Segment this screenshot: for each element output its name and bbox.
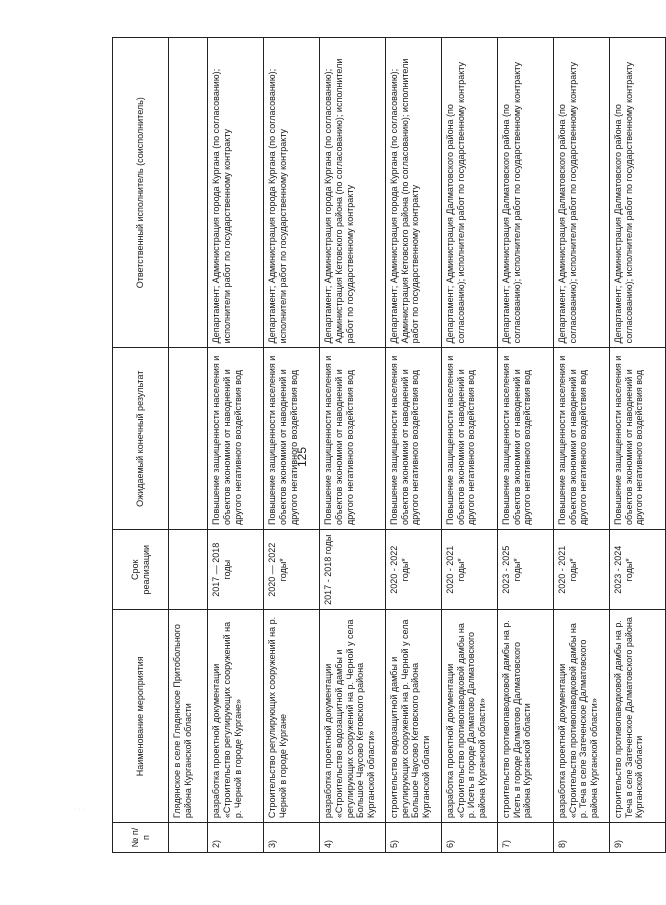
cell-name: строительство противопаводковой дамбы на р. Исеть в городе Далматово Далматовского района Курганской области	[498, 610, 554, 823]
cell-result	[169, 348, 208, 530]
cell-name: разработка проектной документации «Строительство противопаводковой дамбы на р. Исеть в городе Далматово Далматовского района Курганской области»	[442, 610, 498, 823]
header-name: Наименование мероприятия	[113, 610, 169, 823]
cell-num: 7)	[498, 823, 554, 853]
cell-executor: Департамент; Администрация города Кургана (по согласованию); исполнители работ по государственному контракту	[264, 38, 320, 348]
cell-num: 6)	[442, 823, 498, 853]
cell-name: строительство водозащитной дамбы и регулирующих сооружений на р. Черной у села Большое Чаусово Кетовского района Курганской области	[386, 610, 442, 823]
page-number: 125	[295, 446, 310, 468]
cell-term: 2020 - 2021 годы*	[442, 530, 498, 610]
table-row	[320, 38, 386, 853]
header-term: Срок реализации	[113, 530, 169, 610]
rotated-table-wrapper	[112, 37, 666, 853]
table-row	[386, 38, 442, 853]
cell-num: 8)	[554, 823, 610, 853]
cell-num: 3)	[264, 823, 320, 853]
cell-result: Повышение защищенности населения и объектов экономики от наводнений и другого негативного воздействия вод	[498, 348, 554, 530]
cell-num: 2)	[208, 823, 264, 853]
cell-result: Повышение защищенности населения и объектов экономики от наводнений и другого негативного воздействия вод	[320, 348, 386, 530]
table-row	[498, 38, 554, 853]
table-row	[264, 38, 320, 853]
cell-term: 2017 — 2018 годы	[208, 530, 264, 610]
cell-result: Повышение защищенности населения и объектов экономики от наводнений и другого негативного воздействия вод	[609, 348, 665, 530]
header-result: Ожидаемый конечный результат	[113, 348, 169, 530]
cell-result: Повышение защищенности населения и объектов экономики от наводнений и другого негативного воздействия вод	[264, 348, 320, 530]
table-row-continuation	[169, 38, 208, 853]
cell-executor: Департамент; Администрация города Кургана (по согласованию); Администрация Кетовского района (по согласованию); исполнители работ по государственному контракту	[320, 38, 386, 348]
cell-executor: Департамент; Администрация Далматовского района (по согласованию); исполнители работ по государственному контракту	[442, 38, 498, 348]
cell-result: Повышение защищенности населения и объектов экономики от наводнений и другого негативного воздействия вод	[208, 348, 264, 530]
measures-table	[112, 37, 666, 853]
cell-name: строительство противопаводковой дамбы на р. Теча в селе Затеченское Далматовского района Курганской области	[609, 610, 665, 823]
cell-num: 9)	[609, 823, 665, 853]
cell-num	[169, 823, 208, 853]
table-header-row	[113, 38, 169, 853]
cell-name: разработка проектной документации «Строительство водозащитной дамбы и регулирующих сооружений на р. Черной у села Большое Чаусово Кетовского района Курганской области»	[320, 610, 386, 823]
cell-executor: Департамент; Администрация Далматовского района (по согласованию); исполнители работ по государственному контракту	[554, 38, 610, 348]
cell-executor: Департамент; Администрация Далматовского района (по согласованию); исполнители работ по государственному контракту	[609, 38, 665, 348]
cell-num: 4)	[320, 823, 386, 853]
header-executor: Ответственный исполнитель (соисполнитель)	[113, 38, 169, 348]
cell-executor: Департамент; Администрация города Кургана (по согласованию); Администрация Кетовского района (по согласованию); исполнители работ по государственному контракту	[386, 38, 442, 348]
table-row	[609, 38, 665, 853]
cell-name: Строительство регулирующих сооружений на р. Черной в городе Кургане	[264, 610, 320, 823]
cell-executor: Департамент; Администрация города Кургана (по согласованию); исполнители работ по государственному контракту	[208, 38, 264, 348]
cell-term: 2020 - 2022 годы*	[386, 530, 442, 610]
cell-name: разработка проектной документации «Строительство противопаводковой дамбы на р. Теча в селе Затеченское Далматовского района Курганской области»	[554, 610, 610, 823]
cell-result: Повышение защищенности населения и объектов экономики от наводнений и другого негативного воздействия вод	[386, 348, 442, 530]
cell-result: Повышение защищенности населения и объектов экономики от наводнений и другого негативного воздействия вод	[442, 348, 498, 530]
cell-executor	[169, 38, 208, 348]
table-row	[442, 38, 498, 853]
cell-term	[169, 530, 208, 610]
cell-term: 2020 - 2021 годы*	[554, 530, 610, 610]
table-row	[208, 38, 264, 853]
cell-term: 2017 - 2018 годы	[320, 530, 386, 610]
table-row	[554, 38, 610, 853]
cell-executor: Департамент; Администрация Далматовского района (по согласованию); исполнители работ по государственному контракту	[498, 38, 554, 348]
cell-num: 5)	[386, 823, 442, 853]
scan-artifact: · · ·	[74, 806, 85, 813]
cell-term: 2020 — 2022 годы*	[264, 530, 320, 610]
header-num: № п/п	[113, 823, 169, 853]
cell-term: 2023 - 2025 годы*	[498, 530, 554, 610]
cell-result: Повышение защищенности населения и объектов экономики от наводнений и другого негативного воздействия вод	[554, 348, 610, 530]
cell-name: Глядянское в селе Глядянское Притобольного района Курганской области	[169, 610, 208, 823]
cell-name: разработка проектной документации «Строительство регулирующих сооружений на р. Черной в городе Кургане»	[208, 610, 264, 823]
cell-term: 2023 - 2024 годы*	[609, 530, 665, 610]
